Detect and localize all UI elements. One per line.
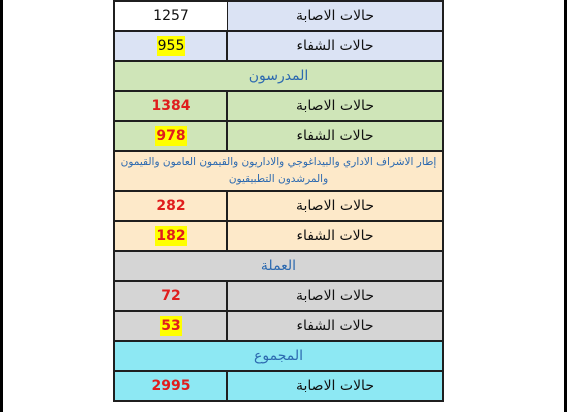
row-value: 1384 <box>151 98 191 114</box>
table-row <box>113 190 444 222</box>
row-value: 2995 <box>151 378 191 394</box>
row-label: حالات الاصابة <box>226 192 442 220</box>
row-label: حالات الشفاء <box>226 312 442 340</box>
row-value-cell <box>115 312 227 340</box>
group-header: العملة <box>113 250 444 282</box>
stats-table <box>113 0 444 402</box>
table-row <box>113 370 444 402</box>
row-value-cell <box>115 122 227 150</box>
table-row <box>113 220 444 252</box>
row-label: حالات الاصابة <box>226 372 442 400</box>
row-label: حالات الاصابة <box>226 92 442 120</box>
table-row <box>113 30 444 62</box>
row-value: 182 <box>156 228 186 244</box>
row-label: حالات الاصابة <box>226 2 442 30</box>
row-value: 53 <box>161 318 181 334</box>
row-value: 978 <box>156 128 186 144</box>
table-row <box>113 310 444 342</box>
row-value-cell <box>115 282 227 310</box>
row-label: حالات الاصابة <box>226 282 442 310</box>
row-label: حالات الشفاء <box>226 222 442 250</box>
group-header: المدرسون <box>113 60 444 92</box>
table-row <box>113 90 444 122</box>
table-row <box>113 280 444 312</box>
row-value: 1257 <box>153 8 189 24</box>
row-label: حالات الشفاء <box>226 122 442 150</box>
row-value-cell <box>115 92 227 120</box>
group-header: المجموع <box>113 340 444 372</box>
table-row <box>113 120 444 152</box>
row-value-cell <box>115 192 227 220</box>
row-value-cell <box>115 2 227 30</box>
row-value-cell <box>115 32 227 60</box>
row-value: 72 <box>161 288 181 304</box>
row-value: 955 <box>157 38 185 54</box>
row-label: حالات الشفاء <box>226 32 442 60</box>
row-value-cell <box>115 222 227 250</box>
row-value: 282 <box>156 198 186 214</box>
table-row <box>113 0 444 32</box>
row-value-cell <box>115 372 227 400</box>
group-header: إطار الاشراف الاداري والبيداغوجي والاداريون والقيمون العامون والقيمون والمرشدون التطبيقيون <box>113 150 444 192</box>
